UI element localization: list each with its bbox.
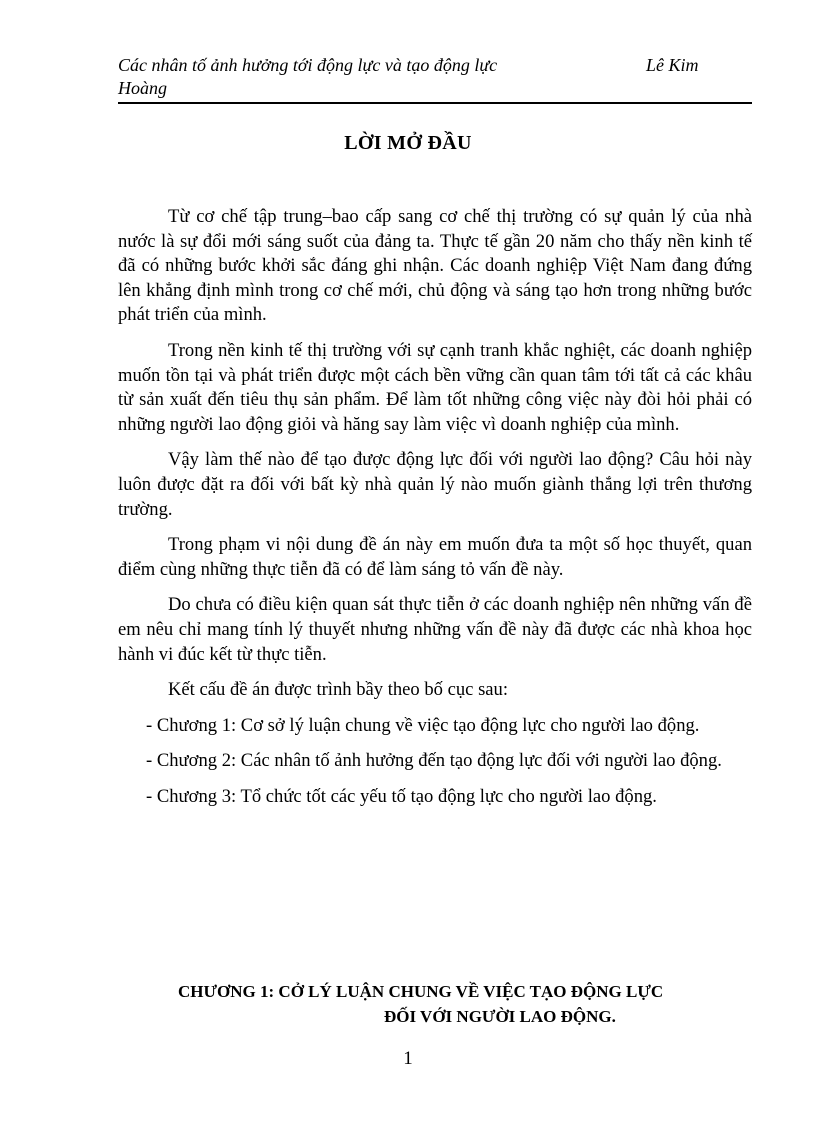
paragraph: Từ cơ chế tập trung–bao cấp sang cơ chế thị trường có sự quản lý của nhà nước là sự đổi mới sáng suốt của đảng ta. Thực tế gần 20 năm cho thấy nền kinh tế đã có những bước khởi sắc đáng ghi nhận. Các doanh nghiệp Việt Nam đang đứng lên khẳng định mình trong cơ chế mới, chủ động và sáng tạo hơn trong những bước phát triển của mình.	[118, 206, 752, 326]
header-author: Lê Kim	[646, 55, 699, 75]
body-text	[118, 205, 752, 820]
outline-item: - Chương 3: Tổ chức tốt các yếu tố tạo động lực cho người lao động.	[146, 785, 657, 807]
paragraph: Do chưa có điều kiện quan sát thực tiễn ở các doanh nghiệp nên những vấn đề em nêu chỉ mang tính lý thuyết nhưng những vấn đề này đã được các nhà khoa học hành vi đúc kết từ thực tiễn.	[118, 594, 752, 665]
paragraph: Vậy làm thế nào để tạo được động lực đối với người lao động? Câu hỏi này luôn được đặt ra đối với bất kỳ nhà quản lý nào muốn giành thắng lợi trên thương trường.	[118, 449, 752, 520]
paragraph: Trong nền kinh tế thị trường với sự cạnh tranh khắc nghiệt, các doanh nghiệp muốn tồn tại và phát triển được một cách bền vững cần quan tâm tới tất cả các khâu từ sản xuất đến tiêu thụ sản phẩm. Để làm tốt những công việc này đòi hỏi phải có những người lao động giỏi và hăng say làm việc vì doanh nghiệp của mình.	[118, 339, 752, 435]
outline-item: - Chương 1: Cơ sở lý luận chung về việc tạo động lực cho người lao động.	[146, 714, 700, 736]
page-number: 1	[403, 1048, 413, 1069]
header-author-continued: Hoàng	[118, 78, 167, 98]
outline-item: - Chương 2: Các nhân tố ảnh hưởng đến tạo động lực đối với người lao động.	[146, 750, 722, 772]
header-document-title: Các nhân tố ảnh hưởng tới động lực và tạo động lực	[118, 55, 498, 75]
paragraph: Kết cấu đề án được trình bầy theo bố cục sau:	[168, 679, 509, 701]
chapter-heading-line1: CHƯƠNG 1: CỞ LÝ LUẬN CHUNG VỀ VIỆC TẠO ĐỘNG LỰC	[178, 982, 664, 1001]
running-header	[118, 54, 752, 104]
chapter-heading-line2: ĐỐI VỚI NGƯỜI LAO ĐỘNG.	[384, 1007, 616, 1026]
paragraph: Trong phạm vi nội dung đề án này em muốn đưa ta một số học thuyết, quan điểm cùng những thực tiễn đã có để làm sáng tỏ vấn đề này.	[118, 534, 752, 580]
page-title: LỜI MỞ ĐẦU	[344, 132, 472, 154]
chapter-heading	[178, 979, 738, 1029]
